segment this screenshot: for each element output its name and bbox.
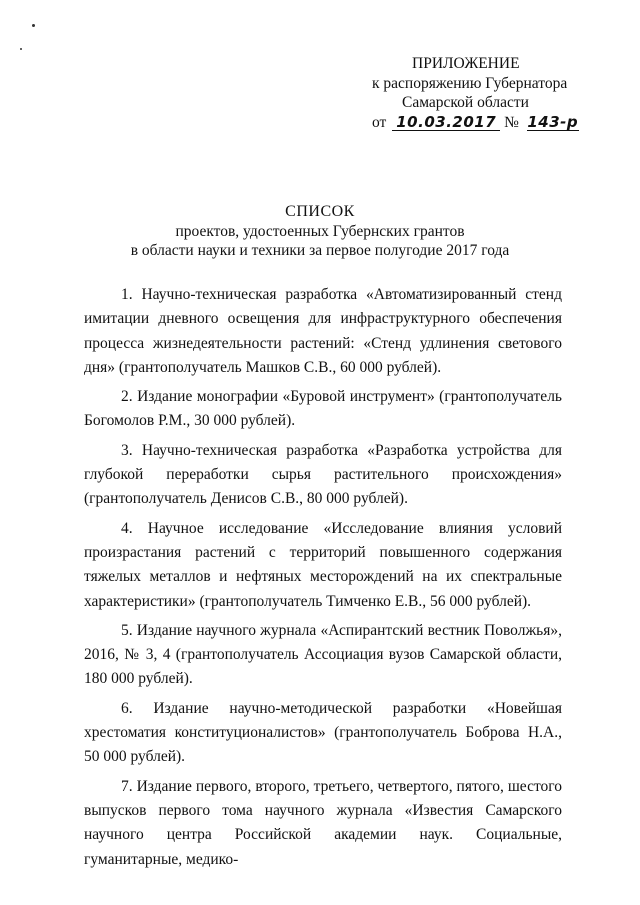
document-subtitle-1: проектов, удостоенных Губернских грантов [175,223,465,240]
appendix-line-region: Самарской области [402,94,529,111]
appendix-title: ПРИЛОЖЕНИЕ [412,55,520,72]
list-item: 3. Научно-техническая разработка «Разработка устройства для глубокой переработки сырья растительного происхождения» (грантополучатель Денисов С.В., 80 000 рублей). [84,441,562,508]
appendix-date-number-line [372,113,622,133]
document-heading [0,202,640,260]
list-item: 7. Издание первого, второго, третьего, четвертого, пятого, шестого выпусков первого тома научного журнала «Известия Самарского научного центра Российской академии наук. Социальные, гуманитарные, медико- [84,777,562,868]
list-item: 1. Научно-техническая разработка «Автоматизированный стенд имитации дневного освещения для инфраструктурного обеспечения процесса жизнедеятельности растений: «Стенд удлинения светового дня» (грантополучатель Машков С.В., 60 000 рублей). [84,286,562,376]
scan-speck [32,24,35,27]
document-subtitle-2: в области науки и техники за первое полугодие 2017 года [130,242,510,259]
list-item: 4. Научное исследование «Исследование влияния условий произрастания растений с территорий повышенного содержания тяжелых металлов и нефтяных месторождений на их спектральные характеристики» (грантополучатель Тимченко Е.В., 56 000 рублей). [84,519,562,610]
projects-list [84,283,562,877]
list-item: 5. Издание научного журнала «Аспирантский вестник Поволжья», 2016, № 3, 4 (грантополучатель Ассоциация вузов Самарской области, 180 000 рублей). [84,621,562,688]
number-label: № [504,113,519,131]
appendix-header [372,54,622,132]
from-label: от [372,113,387,131]
document-title: СПИСОК [285,203,355,220]
handwritten-number: 143-р [527,112,579,131]
scan-speck [20,48,22,50]
list-item: 2. Издание монографии «Буровой инструмент» (грантополучатель Богомолов Р.М., 30 000 рублей). [84,388,562,430]
handwritten-date: 10.03.2017 [392,114,500,131]
list-item: 6. Издание научно-методической разработки «Новейшая хрестоматия конституционалистов» (грантополучатель Боброва Н.А., 50 000 рублей). [84,699,562,766]
appendix-line-order: к распоряжению Губернатора [372,74,568,92]
